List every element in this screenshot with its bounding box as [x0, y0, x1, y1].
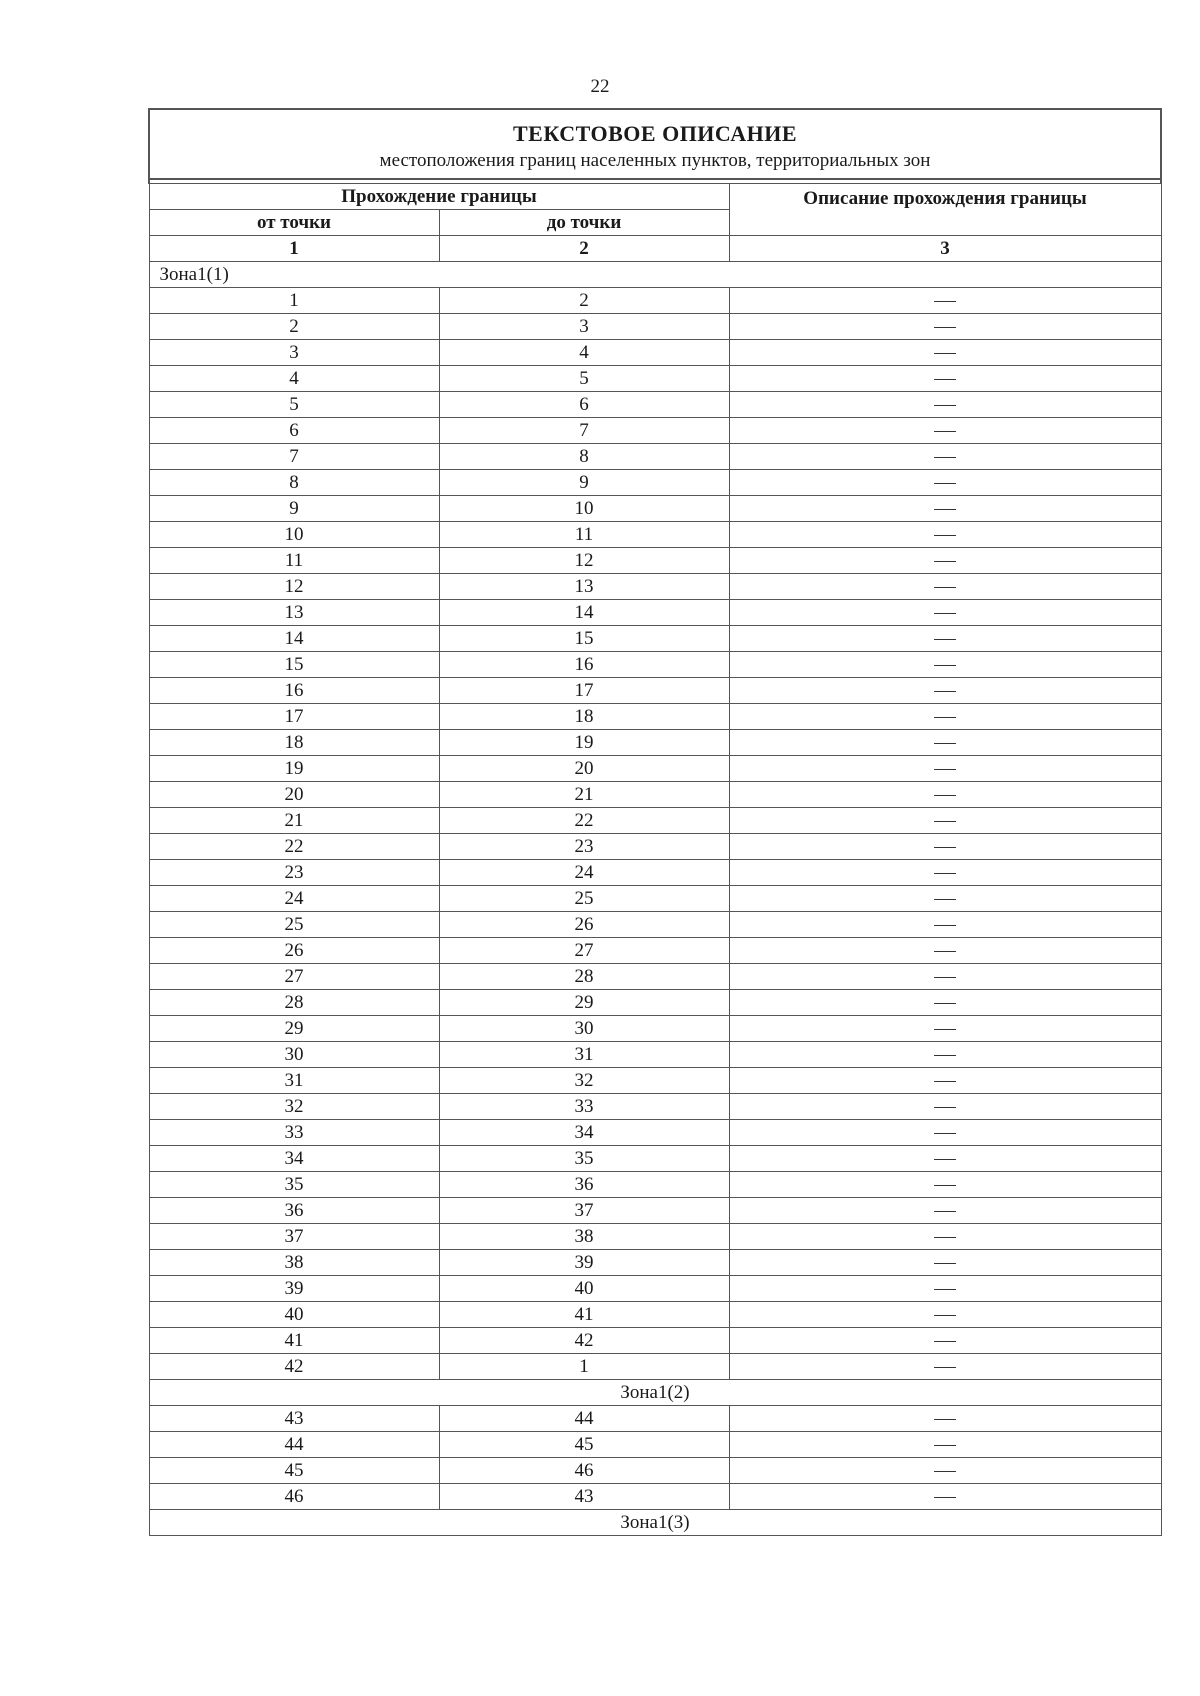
to-point-cell: 23: [439, 834, 729, 860]
from-point-cell: 9: [149, 496, 439, 522]
dash-mark: [934, 561, 956, 562]
table-row: [149, 1016, 1161, 1042]
description-cell: [729, 964, 1161, 990]
description-cell: [729, 1328, 1161, 1354]
from-point-cell: 17: [149, 704, 439, 730]
table-row: [149, 340, 1161, 366]
table-row: [149, 782, 1161, 808]
from-point-cell: 32: [149, 1094, 439, 1120]
table-row: [149, 756, 1161, 782]
from-point-cell: 31: [149, 1068, 439, 1094]
description-cell: [729, 1354, 1161, 1380]
description-cell: [729, 1458, 1161, 1484]
description-cell: [729, 860, 1161, 886]
to-point-cell: 25: [439, 886, 729, 912]
table-row: [149, 834, 1161, 860]
dash-mark: [934, 613, 956, 614]
description-cell: [729, 314, 1161, 340]
dash-mark: [934, 873, 956, 874]
to-point-cell: 3: [439, 314, 729, 340]
description-cell: [729, 1042, 1161, 1068]
from-point-cell: 12: [149, 574, 439, 600]
to-point-cell: 8: [439, 444, 729, 470]
to-point-cell: 43: [439, 1484, 729, 1510]
to-point-cell: 13: [439, 574, 729, 600]
table-row: [149, 288, 1161, 314]
dash-mark: [934, 457, 956, 458]
dash-mark: [934, 405, 956, 406]
dash-mark: [934, 1471, 956, 1472]
dash-mark: [934, 691, 956, 692]
from-point-cell: 37: [149, 1224, 439, 1250]
from-point-cell: 24: [149, 886, 439, 912]
dash-mark: [934, 1029, 956, 1030]
column-number-row: [149, 236, 1161, 262]
from-point-cell: 46: [149, 1484, 439, 1510]
dash-mark: [934, 1107, 956, 1108]
description-cell: [729, 730, 1161, 756]
from-point-cell: 23: [149, 860, 439, 886]
from-point-cell: 5: [149, 392, 439, 418]
table-row: [149, 860, 1161, 886]
from-point-cell: 10: [149, 522, 439, 548]
description-cell: [729, 366, 1161, 392]
table-row: [149, 1484, 1161, 1510]
title-cell: [149, 109, 1161, 179]
from-point-cell: 25: [149, 912, 439, 938]
dash-mark: [934, 769, 956, 770]
table-row: [149, 392, 1161, 418]
table-row: [149, 314, 1161, 340]
to-point-cell: 28: [439, 964, 729, 990]
from-point-cell: 40: [149, 1302, 439, 1328]
table-row: [149, 1250, 1161, 1276]
dash-mark: [934, 665, 956, 666]
from-point-cell: 7: [149, 444, 439, 470]
dash-mark: [934, 847, 956, 848]
table-row: [149, 1068, 1161, 1094]
from-point-cell: 16: [149, 678, 439, 704]
from-point-cell: 20: [149, 782, 439, 808]
dash-mark: [934, 301, 956, 302]
description-cell: [729, 392, 1161, 418]
table-row: [149, 964, 1161, 990]
description-cell: [729, 652, 1161, 678]
table-row: [149, 1172, 1161, 1198]
description-cell: [729, 1172, 1161, 1198]
from-point-cell: 3: [149, 340, 439, 366]
dash-mark: [934, 1497, 956, 1498]
table-row: [149, 1198, 1161, 1224]
to-point-cell: 1: [439, 1354, 729, 1380]
table-row: [149, 990, 1161, 1016]
dash-mark: [934, 1289, 956, 1290]
to-point-cell: 2: [439, 288, 729, 314]
to-point-cell: 20: [439, 756, 729, 782]
dash-mark: [934, 1419, 956, 1420]
from-point-cell: 44: [149, 1432, 439, 1458]
dash-mark: [934, 1315, 956, 1316]
table-row: [149, 1094, 1161, 1120]
dash-mark: [934, 1237, 956, 1238]
to-point-cell: 18: [439, 704, 729, 730]
from-point-cell: 15: [149, 652, 439, 678]
to-point-cell: 27: [439, 938, 729, 964]
dash-mark: [934, 821, 956, 822]
to-point-cell: 31: [439, 1042, 729, 1068]
description-cell: [729, 1484, 1161, 1510]
to-point-cell: 17: [439, 678, 729, 704]
to-point-cell: 11: [439, 522, 729, 548]
dash-mark: [934, 353, 956, 354]
to-point-cell: 26: [439, 912, 729, 938]
from-point-cell: 1: [149, 288, 439, 314]
boundary-description-table: [148, 108, 1162, 1536]
to-point-cell: 19: [439, 730, 729, 756]
table-row: [149, 678, 1161, 704]
description-cell: [729, 1432, 1161, 1458]
from-point-cell: 41: [149, 1328, 439, 1354]
description-cell: [729, 600, 1161, 626]
dash-mark: [934, 925, 956, 926]
description-cell: [729, 548, 1161, 574]
table-row: [149, 886, 1161, 912]
dash-mark: [934, 1081, 956, 1082]
from-point-cell: 42: [149, 1354, 439, 1380]
from-point-cell: 22: [149, 834, 439, 860]
dash-mark: [934, 509, 956, 510]
description-cell: [729, 1250, 1161, 1276]
to-point-cell: 35: [439, 1146, 729, 1172]
to-point-cell: 37: [439, 1198, 729, 1224]
table-row: [149, 574, 1161, 600]
from-point-cell: 8: [149, 470, 439, 496]
dash-mark: [934, 1445, 956, 1446]
from-point-cell: 18: [149, 730, 439, 756]
from-point-cell: 2: [149, 314, 439, 340]
description-cell: [729, 808, 1161, 834]
from-point-cell: 4: [149, 366, 439, 392]
from-point-cell: 30: [149, 1042, 439, 1068]
table-row: [149, 1302, 1161, 1328]
dash-mark: [934, 379, 956, 380]
from-point-cell: 19: [149, 756, 439, 782]
from-point-cell: 45: [149, 1458, 439, 1484]
to-point-cell: 29: [439, 990, 729, 1016]
header-passage: Прохождение границы: [149, 184, 729, 210]
from-point-cell: 29: [149, 1016, 439, 1042]
dash-mark: [934, 1133, 956, 1134]
table-row: [149, 1042, 1161, 1068]
zone-row: [149, 1380, 1161, 1406]
description-cell: [729, 782, 1161, 808]
dash-mark: [934, 795, 956, 796]
to-point-cell: 15: [439, 626, 729, 652]
dash-mark: [934, 1055, 956, 1056]
description-cell: [729, 756, 1161, 782]
description-cell: [729, 886, 1161, 912]
from-point-cell: 34: [149, 1146, 439, 1172]
dash-mark: [934, 327, 956, 328]
description-cell: [729, 340, 1161, 366]
to-point-cell: 14: [439, 600, 729, 626]
description-cell: [729, 522, 1161, 548]
table-row: [149, 808, 1161, 834]
table-row: [149, 912, 1161, 938]
from-point-cell: 28: [149, 990, 439, 1016]
to-point-cell: 6: [439, 392, 729, 418]
table-row: [149, 1276, 1161, 1302]
to-point-cell: 34: [439, 1120, 729, 1146]
table-row: [149, 1146, 1161, 1172]
to-point-cell: 33: [439, 1094, 729, 1120]
from-point-cell: 43: [149, 1406, 439, 1432]
from-point-cell: 13: [149, 600, 439, 626]
description-cell: [729, 834, 1161, 860]
dash-mark: [934, 587, 956, 588]
from-point-cell: 38: [149, 1250, 439, 1276]
to-point-cell: 9: [439, 470, 729, 496]
to-point-cell: 12: [439, 548, 729, 574]
description-cell: [729, 626, 1161, 652]
table-row: [149, 522, 1161, 548]
from-point-cell: 35: [149, 1172, 439, 1198]
dash-mark: [934, 743, 956, 744]
zone-label: Зона1(2): [149, 1380, 1161, 1406]
to-point-cell: 5: [439, 366, 729, 392]
table-row: [149, 600, 1161, 626]
to-point-cell: 44: [439, 1406, 729, 1432]
dash-mark: [934, 535, 956, 536]
to-point-cell: 38: [439, 1224, 729, 1250]
header-description: Описание прохождения границы: [729, 184, 1161, 236]
to-point-cell: 22: [439, 808, 729, 834]
dash-mark: [934, 1367, 956, 1368]
description-cell: [729, 1276, 1161, 1302]
dash-mark: [934, 1159, 956, 1160]
title-row: [149, 109, 1161, 179]
document-title: ТЕКСТОВОЕ ОПИСАНИЕ: [512, 120, 797, 146]
dash-mark: [934, 431, 956, 432]
column-number-1: 1: [149, 236, 439, 262]
from-point-cell: 33: [149, 1120, 439, 1146]
dash-mark: [934, 1341, 956, 1342]
document-subtitle: местоположения границ населенных пунктов, территориальных зон: [379, 149, 931, 171]
description-cell: [729, 496, 1161, 522]
zone-label: Зона1(3): [149, 1510, 1161, 1536]
column-number-3: 3: [729, 236, 1161, 262]
zone-label: Зона1(1): [149, 262, 1161, 288]
dash-mark: [934, 951, 956, 952]
description-cell: [729, 1068, 1161, 1094]
table-row: [149, 444, 1161, 470]
from-point-cell: 36: [149, 1198, 439, 1224]
from-point-cell: 6: [149, 418, 439, 444]
description-cell: [729, 1120, 1161, 1146]
dash-mark: [934, 977, 956, 978]
to-point-cell: 16: [439, 652, 729, 678]
table-row: [149, 1406, 1161, 1432]
description-cell: [729, 704, 1161, 730]
from-point-cell: 21: [149, 808, 439, 834]
description-cell: [729, 1302, 1161, 1328]
zone-row: [149, 1510, 1161, 1536]
to-point-cell: 46: [439, 1458, 729, 1484]
header-from-point: от точки: [149, 210, 439, 236]
table-row: [149, 704, 1161, 730]
description-cell: [729, 1224, 1161, 1250]
description-cell: [729, 418, 1161, 444]
table-row: [149, 366, 1161, 392]
description-cell: [729, 574, 1161, 600]
to-point-cell: 41: [439, 1302, 729, 1328]
description-cell: [729, 470, 1161, 496]
table-row: [149, 548, 1161, 574]
description-cell: [729, 938, 1161, 964]
table-row: [149, 652, 1161, 678]
description-cell: [729, 990, 1161, 1016]
dash-mark: [934, 483, 956, 484]
table-row: [149, 730, 1161, 756]
page-number: 22: [590, 76, 610, 97]
description-cell: [729, 1094, 1161, 1120]
description-cell: [729, 912, 1161, 938]
to-point-cell: 42: [439, 1328, 729, 1354]
table-row: [149, 418, 1161, 444]
from-point-cell: 14: [149, 626, 439, 652]
description-cell: [729, 1016, 1161, 1042]
to-point-cell: 36: [439, 1172, 729, 1198]
table-row: [149, 1354, 1161, 1380]
description-cell: [729, 288, 1161, 314]
from-point-cell: 11: [149, 548, 439, 574]
to-point-cell: 39: [439, 1250, 729, 1276]
table-row: [149, 470, 1161, 496]
table-row: [149, 1328, 1161, 1354]
table-row: [149, 496, 1161, 522]
table-row: [149, 1224, 1161, 1250]
dash-mark: [934, 717, 956, 718]
to-point-cell: 7: [439, 418, 729, 444]
description-cell: [729, 678, 1161, 704]
dash-mark: [934, 899, 956, 900]
to-point-cell: 32: [439, 1068, 729, 1094]
to-point-cell: 30: [439, 1016, 729, 1042]
from-point-cell: 39: [149, 1276, 439, 1302]
to-point-cell: 10: [439, 496, 729, 522]
column-number-2: 2: [439, 236, 729, 262]
dash-mark: [934, 1185, 956, 1186]
table-row: [149, 626, 1161, 652]
to-point-cell: 45: [439, 1432, 729, 1458]
dash-mark: [934, 639, 956, 640]
from-point-cell: 27: [149, 964, 439, 990]
table-row: [149, 1458, 1161, 1484]
table-row: [149, 1432, 1161, 1458]
to-point-cell: 40: [439, 1276, 729, 1302]
description-cell: [729, 1198, 1161, 1224]
table-row: [149, 938, 1161, 964]
description-cell: [729, 1146, 1161, 1172]
dash-mark: [934, 1003, 956, 1004]
zone-row: [149, 262, 1161, 288]
header-row-1: [149, 184, 1161, 210]
dash-mark: [934, 1263, 956, 1264]
dash-mark: [934, 1211, 956, 1212]
to-point-cell: 4: [439, 340, 729, 366]
description-cell: [729, 444, 1161, 470]
from-point-cell: 26: [149, 938, 439, 964]
table-row: [149, 1120, 1161, 1146]
header-to-point: до точки: [439, 210, 729, 236]
description-cell: [729, 1406, 1161, 1432]
to-point-cell: 21: [439, 782, 729, 808]
to-point-cell: 24: [439, 860, 729, 886]
